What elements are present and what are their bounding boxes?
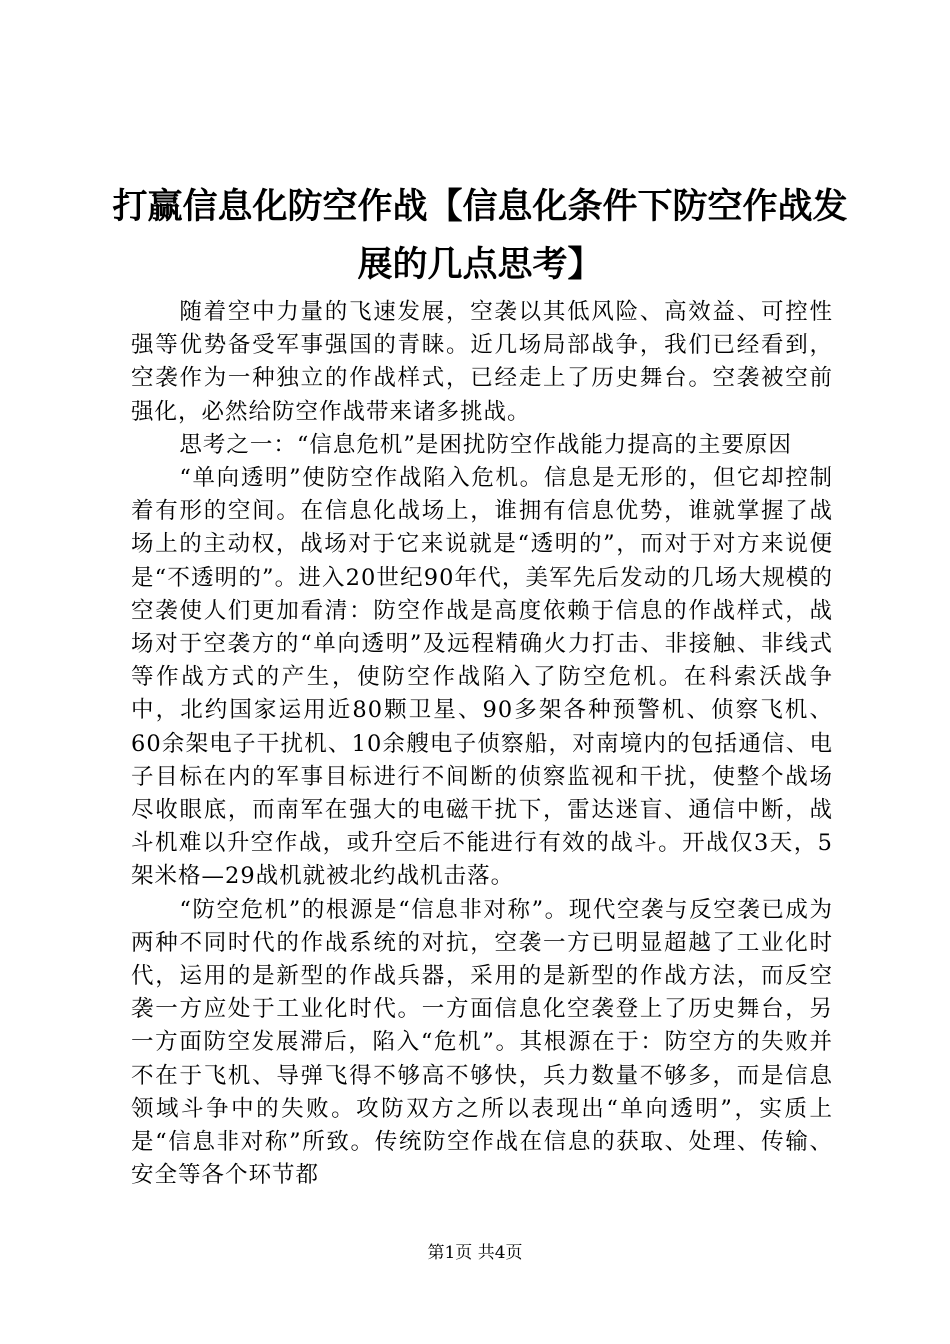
paragraph-heading-one: 思考之一：“信息危机”是困扰防空作战能力提高的主要原因	[179, 431, 792, 458]
paragraph-info-asymmetry: “防空危机”的根源是“信息非对称”。现代空袭与反空袭已成为两种不同时代的作战系统的对抗，空袭一方已明显超越了工业化时代，运用的是新型的作战兵器，采用的是新型的作战方法，而反空袭一方应处于工业化时代。一方面信息化空袭登上了历史舞台，另一方面防空发展滞后，陷入“危机”。其根源在于：防空方的失败并不在于飞机、导弹飞得不够高不够快，兵力数量不够多，而是信息领域斗争中的失败。攻防双方之所以表现出“单向透明”，实质上是“信息非对称”所致。传统防空作战在信息的获取、处理、传输、安全等各个环节都	[131, 896, 833, 1189]
document-title: 打赢信息化防空作战【信息化条件下防空作战发展的几点思考】	[112, 186, 848, 285]
document-body	[131, 296, 833, 1192]
paragraph-intro: 随着空中力量的飞速发展，空袭以其低风险、高效益、可控性强等优势备受军事强国的青睐。近几场局部战争，我们已经看到，空袭作为一种独立的作战样式，已经走上了历史舞台。空袭被空前强化，必然给防空作战带来诸多挑战。	[131, 299, 833, 425]
paragraph-one-way-transparency: “单向透明”使防空作战陷入危机。信息是无形的，但它却控制着有形的空间。在信息化战场上，谁拥有信息优势，谁就掌握了战场上的主动权，战场对于它来说就是“透明的”，而对于对方来说便是“不透明的”。进入20世纪90年代，美军先后发动的几场大规模的空袭使人们更加看清：防空作战是高度依赖于信息的作战样式，战场对于空袭方的“单向透明”及远程精确火力打击、非接触、非线式等作战方式的产生，使防空作战陷入了防空危机。在科索沃战争中，北约国家运用近80颗卫星、90多架各种预警机、侦察飞机、60余架电子干扰机、10余艘电子侦察船，对南境内的包括通信、电子目标在内的军事目标进行不间断的侦察监视和干扰，使整个战场尽收眼底，而南军在强大的电磁干扰下，雷达迷盲、通信中断，战斗机难以升空作战，或升空后不能进行有效的战斗。开战仅3天，5架米格—29战机就被北约战机击落。	[131, 465, 833, 890]
page-footer: 第1页 共4页	[427, 1243, 523, 1263]
